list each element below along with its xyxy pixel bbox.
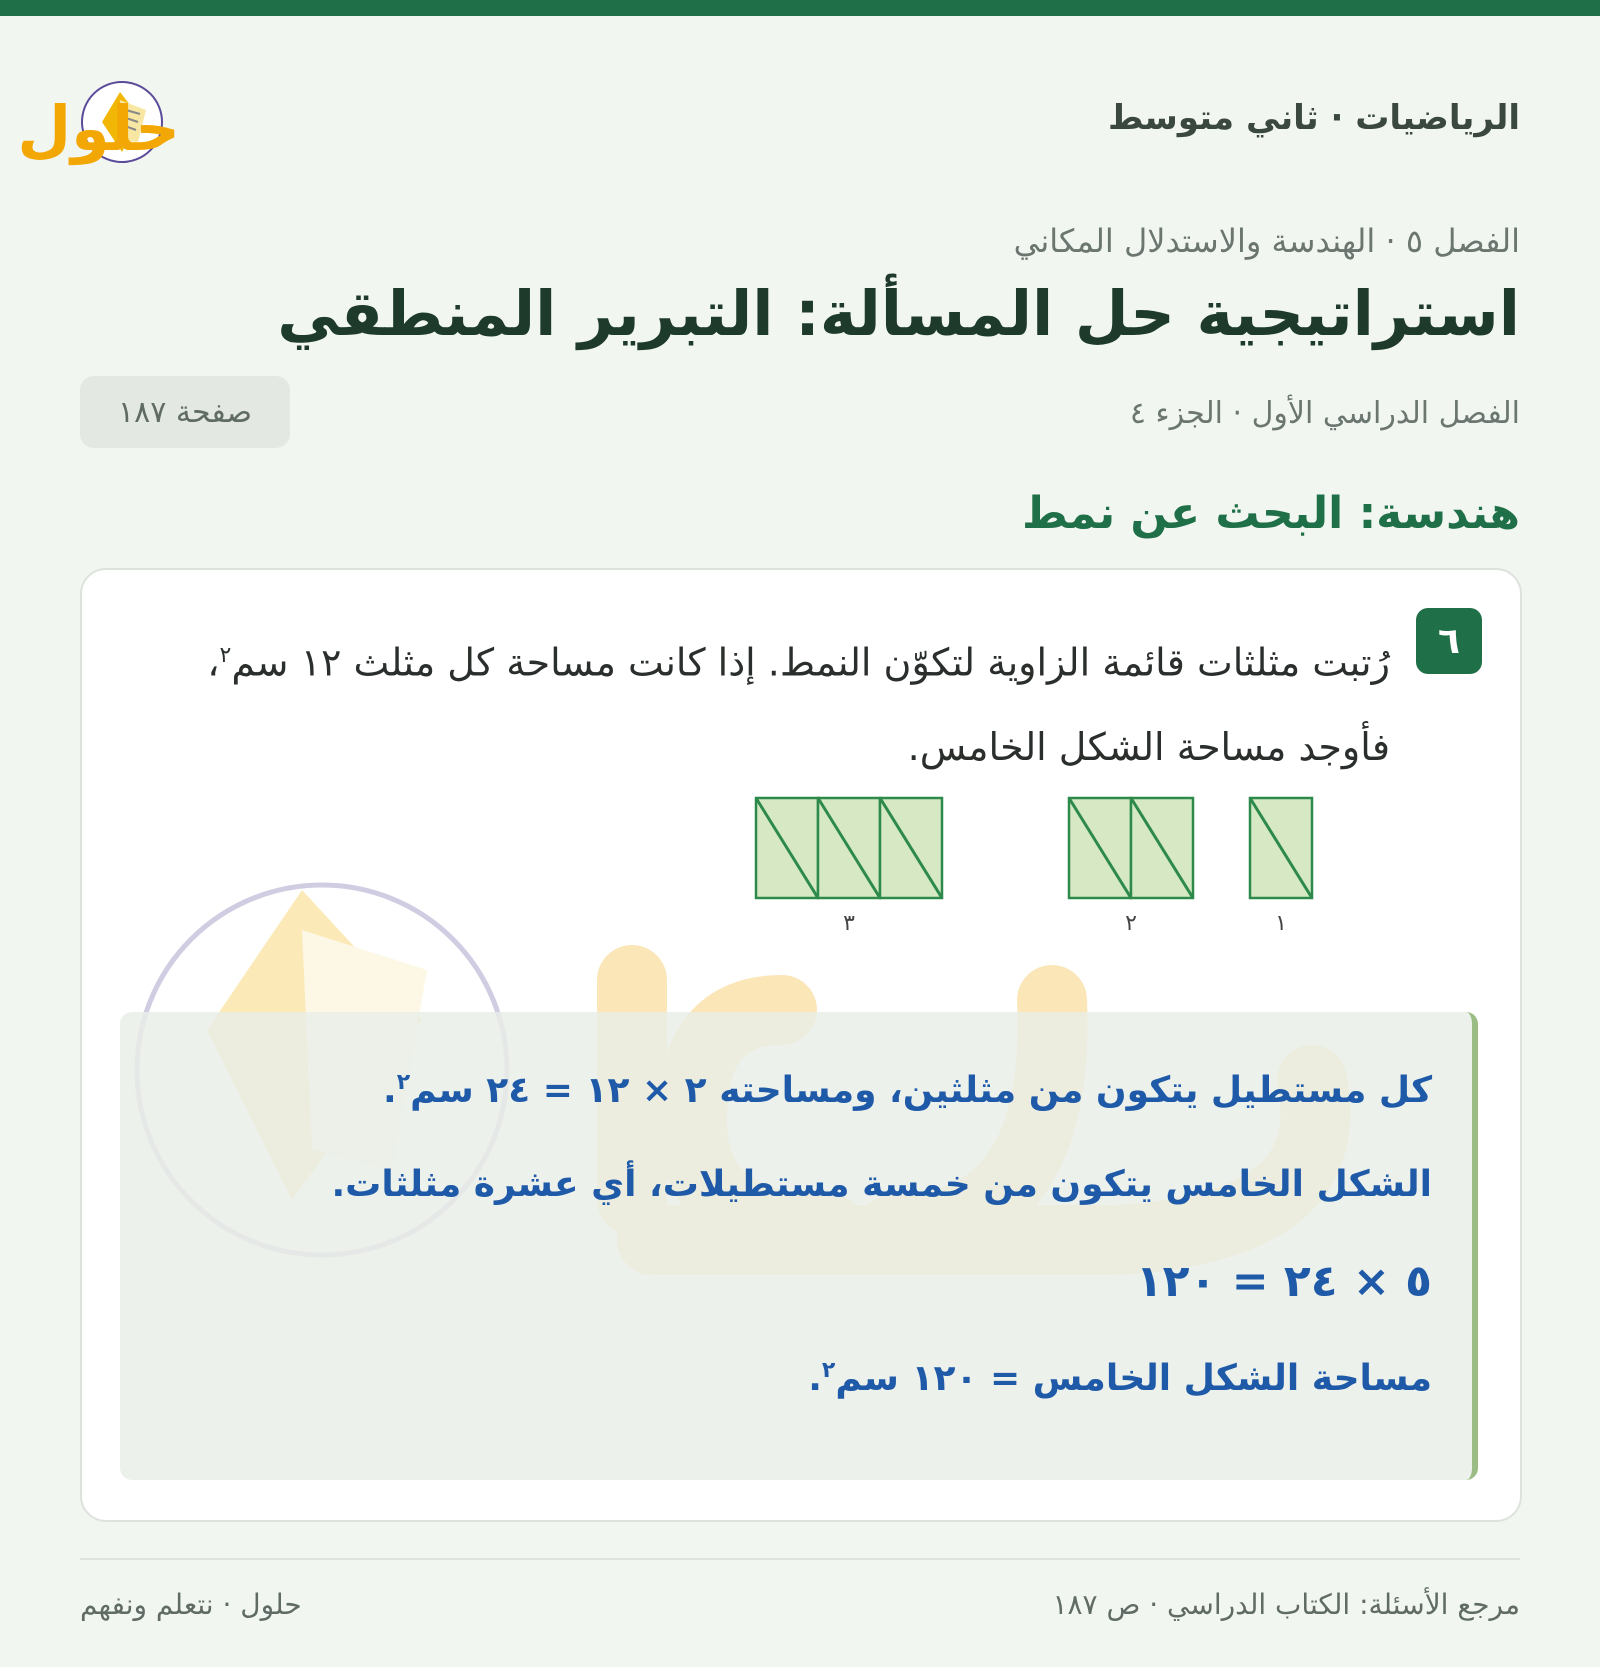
page-header [17,70,1520,180]
hulul-logo[interactable] [17,70,360,180]
solution-line-4-sup: ٢ [821,1358,836,1383]
solution-box [120,1012,1478,1480]
lesson-title: استراتيجية حل المسألة: التبرير المنطقي [277,277,1520,350]
pattern-figure-label: ٣ [843,911,855,936]
pattern-figure-2 [1069,798,1193,936]
pattern-figure-label: ٢ [1125,911,1137,936]
page-badge: صفحة ١٨٧ [80,376,290,448]
question-card [80,568,1522,1522]
footer-brand: حلول · نتعلم ونفهم [80,1588,302,1621]
solution-line-1-sup: ٢ [396,1070,411,1095]
question-text-main: رُتبت مثلثات قائمة الزاوية لتكوّن النمط. إذا كانت مساحة كل مثلث ١٢ سم [231,640,1390,685]
question-text-end: ، فأوجد مساحة الشكل الخامس. [207,640,1390,769]
solution-line-4-end: . [808,1358,822,1399]
section-title: هندسة: البحث عن نمط [1021,488,1520,539]
pattern-figures [622,798,1362,948]
logo-text: حلول [17,92,180,165]
question-text [190,614,1390,789]
question-text-sup: ٢ [219,643,232,668]
pattern-figure-3 [756,798,942,936]
footer-divider [80,1558,1520,1560]
pattern-figure-1 [1250,798,1312,936]
solution-line-1-end: . [383,1070,397,1111]
pattern-figure-label: ١ [1275,911,1287,936]
top-accent-bar [0,0,1600,16]
question-number-badge: ٦ [1416,608,1482,674]
solution-line-4-main: مساحة الشكل الخامس = ١٢٠ سم [835,1358,1432,1399]
solution-line-4 [808,1358,1432,1399]
solution-line-1 [383,1070,1432,1111]
solution-line-3: ٥ × ٢٤ = ١٢٠ [1135,1256,1432,1307]
footer-reference: مرجع الأسئلة: الكتاب الدراسي · ص ١٨٧ [1052,1588,1520,1621]
chapter-label: الفصل ٥ · الهندسة والاستدلال المكاني [1013,222,1520,260]
subject-heading: الرياضيات · ثاني متوسط [1108,98,1520,138]
solution-line-2: الشكل الخامس يتكون من خمسة مستطيلات، أي عشرة مثلثات. [331,1164,1432,1205]
solution-line-1-main: كل مستطيل يتكون من مثلثين، ومساحته ٢ × ١٢ = ٢٤ سم [410,1070,1432,1111]
semester-label: الفصل الدراسي الأول · الجزء ٤ [1129,396,1520,431]
